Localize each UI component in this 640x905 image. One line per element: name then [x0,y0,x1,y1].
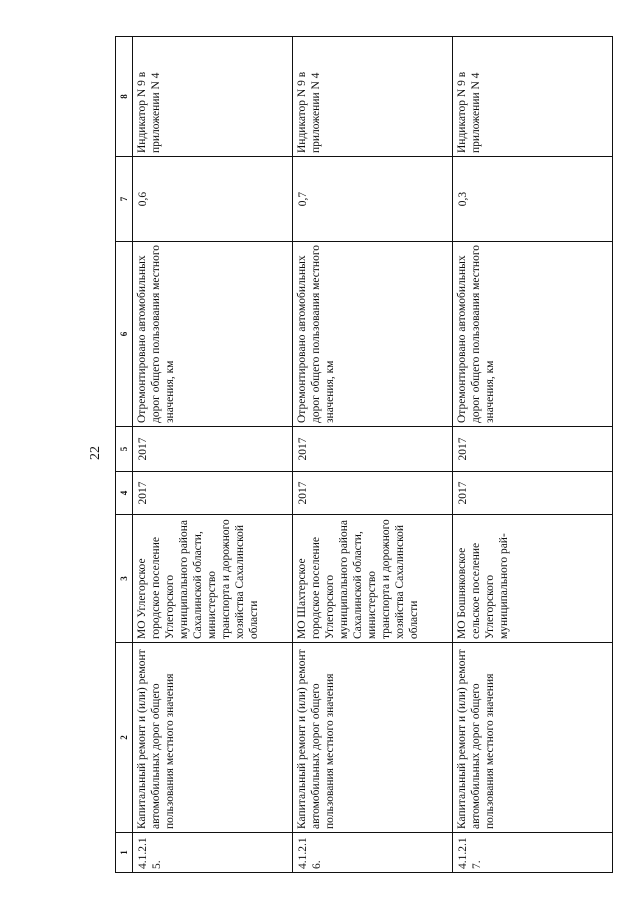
expected-result: Отремонтировано автомобильных дорог общего пользования местного значения, км [133,242,293,427]
event-name: Капитальный ремонт и (или) ремонт автомобильных дорог общего пользования местного значения [133,643,293,833]
column-header: 4 [116,472,133,515]
start-year: 2017 [133,472,293,515]
event-name: Капитальный ремонт и (или) ремонт автомобильных дорог общего пользования местного значения [293,643,453,833]
end-year: 2017 [293,427,453,472]
indicator-reference: Индикатор N 9 в приложении N 4 [293,37,453,157]
column-header: 6 [116,242,133,427]
column-header: 8 [116,37,133,157]
executor: МО Углегорское городское поселение Углегорского муниципального района Сахалинской области, министерство транспорта и дорожного хозяйства Сахалинской области [133,515,293,643]
item-number: 4.1.2.16. [293,833,453,873]
item-number: 4.1.2.17. [453,833,613,873]
table-row [453,37,613,873]
target-value: 0,6 [133,157,293,242]
column-header: 2 [116,643,133,833]
end-year: 2017 [133,427,293,472]
expected-result: Отремонтировано автомобильных дорог общего пользования местного значения, км [453,242,613,427]
event-name: Капитальный ремонт и (или) ремонт автомобильных дорог общего пользования местного значения [453,643,613,833]
column-header: 1 [116,833,133,873]
indicator-reference: Индикатор N 9 в приложении N 4 [453,37,613,157]
table-row [293,37,453,873]
executor: МО Шахтерское городское поселение Углегорского муниципального района Сахалинской области, министерство транспорта и дорожного хозяйства Сахалинской области [293,515,453,643]
table-row [133,37,293,873]
program-activities-table [115,36,613,873]
document-table-area [115,37,612,873]
column-header: 5 [116,427,133,472]
page-number: 22 [88,446,103,460]
column-header: 3 [116,515,133,643]
rotated-table-container [115,37,612,873]
executor: МО Бошняковское сельское поселение Углегорского муниципального рай- [453,515,613,643]
start-year: 2017 [453,472,613,515]
column-number-header-row [116,37,133,873]
target-value: 0,3 [453,157,613,242]
expected-result: Отремонтировано автомобильных дорог общего пользования местного значения, км [293,242,453,427]
column-header: 7 [116,157,133,242]
target-value: 0,7 [293,157,453,242]
item-number: 4.1.2.15. [133,833,293,873]
indicator-reference: Индикатор N 9 в приложении N 4 [133,37,293,157]
end-year: 2017 [453,427,613,472]
start-year: 2017 [293,472,453,515]
